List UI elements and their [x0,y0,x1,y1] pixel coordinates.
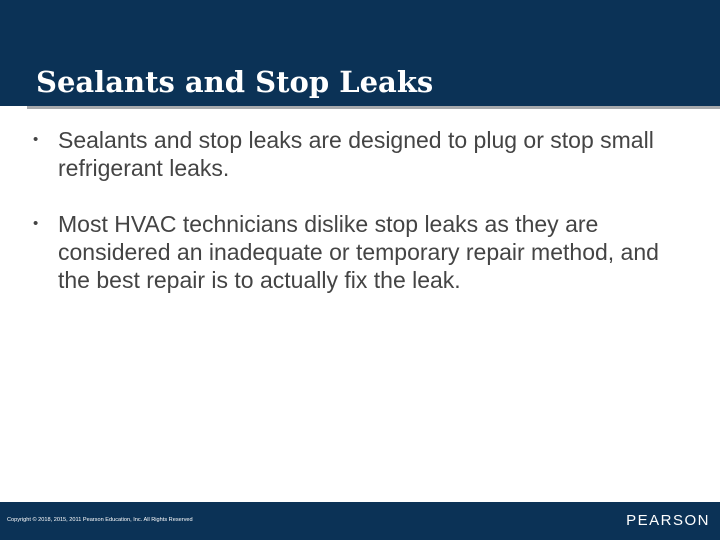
bullet-marker: • [33,131,39,148]
bullet-item [30,210,690,294]
bullet-text: Most HVAC technicians dislike stop leaks as they are considered an inadequate or temporary repair method, and the best repair is to actually fix the leak. [58,211,659,293]
pearson-logo: PEARSON [626,512,710,529]
bullet-item [30,126,690,182]
bullet-marker: • [33,215,39,232]
copyright-notice: Copyright © 2018, 2015, 2011 Pearson Education, Inc. All Rights Reserved [7,517,193,523]
title-divider [27,106,720,109]
slide-title: Sealants and Stop Leaks [36,65,434,99]
bullet-text: Sealants and stop leaks are designed to plug or stop small refrigerant leaks. [58,127,654,181]
header-bar [0,0,720,106]
footer-bar [0,502,720,540]
bullet-list [30,126,690,322]
